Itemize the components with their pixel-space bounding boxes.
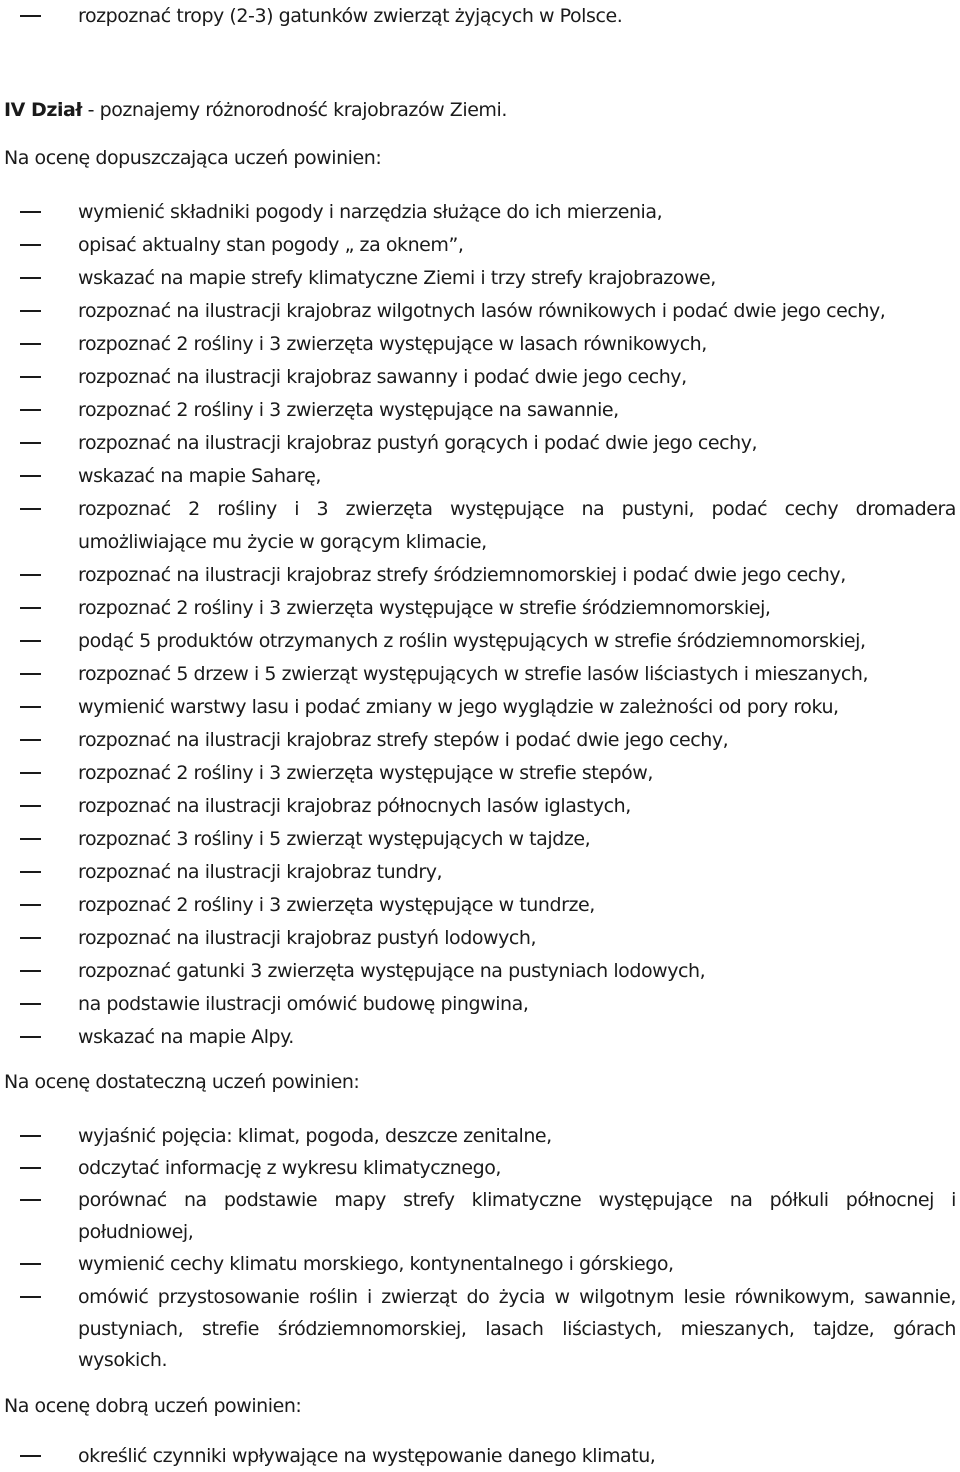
dash-bullet <box>20 1296 41 1298</box>
dash-bullet <box>20 508 41 510</box>
list-item-text: rozpoznać 2 rośliny i 3 zwierzęta występujące w tundrze, <box>78 894 595 916</box>
dash-bullet <box>20 838 41 840</box>
dash-bullet <box>20 1199 41 1201</box>
list-item-continuation <box>0 1313 960 1345</box>
dash-bullet <box>20 343 41 345</box>
list-item <box>0 361 960 393</box>
list-item-text: wysokich. <box>78 1349 168 1371</box>
dash-bullet <box>20 673 41 675</box>
dash-bullet <box>20 277 41 279</box>
list-item <box>0 988 960 1020</box>
list-item-text: rozpoznać na ilustracji krajobraz strefy stepów i podać dwie jego cechy, <box>78 729 729 751</box>
list-item <box>0 1248 960 1280</box>
list-item-continuation <box>0 526 960 558</box>
list-item <box>0 724 960 756</box>
list-item <box>0 1184 960 1216</box>
dash-bullet <box>20 607 41 609</box>
list-item-text: wyjaśnić pojęcia: klimat, pogoda, deszcze zenitalne, <box>78 1125 552 1147</box>
dash-bullet <box>20 409 41 411</box>
list-item <box>0 856 960 888</box>
list-item <box>0 757 960 789</box>
section-title: - poznajemy różnorodność krajobrazów Ziemi. <box>82 99 507 121</box>
list-item-text: wskazać na mapie Saharę, <box>78 465 321 487</box>
list-item-text: rozpoznać 3 rośliny i 5 zwierząt występujących w tajdze, <box>78 828 591 850</box>
dash-bullet <box>20 244 41 246</box>
list-item <box>0 394 960 426</box>
list-item-text: na podstawie ilustracji omówić budowę pingwina, <box>78 993 529 1015</box>
list-item-text: rozpoznać 2 rośliny i 3 zwierzęta występujące w strefie stepów, <box>78 762 653 784</box>
list-item <box>0 1152 960 1184</box>
dash-bullet <box>20 739 41 741</box>
list-item <box>0 790 960 822</box>
list-item-text: wymienić cechy klimatu morskiego, kontynentalnego i górskiego, <box>78 1253 674 1275</box>
list-item <box>0 559 960 591</box>
list-item <box>0 1440 960 1472</box>
list-item <box>0 262 960 294</box>
dash-bullet <box>20 574 41 576</box>
list-item <box>0 196 960 228</box>
list-item-text: pustyniach, strefie śródziemnomorskiej, lasach liściastych, mieszanych, tajdze, górach <box>78 1318 956 1340</box>
section-heading <box>4 96 507 124</box>
grade-heading-dobra: Na ocenę dobrą uczeń powinien: <box>4 1395 302 1417</box>
list-item <box>0 1021 960 1053</box>
list-item-text: rozpoznać na ilustracji krajobraz wilgotnych lasów równikowych i podać dwie jego cechy, <box>78 300 886 322</box>
dash-bullet <box>20 442 41 444</box>
list-item <box>0 328 960 360</box>
list-item-text: rozpoznać na ilustracji krajobraz strefy śródziemnomorskiej i podać dwie jego cechy, <box>78 564 846 586</box>
list-item-text: rozpoznać na ilustracji krajobraz sawanny i podać dwie jego cechy, <box>78 366 687 388</box>
list-item <box>0 229 960 261</box>
list-item-text: wskazać na mapie strefy klimatyczne Ziemi i trzy strefy krajobrazowe, <box>78 267 716 289</box>
list-item <box>0 1281 960 1313</box>
list-item-text: rozpoznać 2 rośliny i 3 zwierzęta występujące w lasach równikowych, <box>78 333 707 355</box>
list-item-text: wskazać na mapie Alpy. <box>78 1026 294 1048</box>
list-item-text: opisać aktualny stan pogody „ za oknem”, <box>78 234 464 256</box>
dash-bullet <box>20 937 41 939</box>
list-item-text: rozpoznać na ilustracji krajobraz tundry, <box>78 861 443 883</box>
list-item-text: rozpoznać 2 rośliny i 3 zwierzęta występujące w strefie śródziemnomorskiej, <box>78 597 771 619</box>
section-label: IV Dział <box>4 99 83 121</box>
list-item-text: rozpoznać 5 drzew i 5 zwierząt występujących w strefie lasów liściastych i mieszanych, <box>78 663 869 685</box>
dash-bullet <box>20 871 41 873</box>
list-item-text: wymienić warstwy lasu i podać zmiany w jego wyglądzie w zależności od pory roku, <box>78 696 839 718</box>
list-item <box>0 1120 960 1152</box>
list-item-text: wymienić składniki pogody i narzędzia służące do ich mierzenia, <box>78 201 663 223</box>
list-item-continuation <box>0 1216 960 1248</box>
dash-bullet <box>20 1167 41 1169</box>
list-item <box>0 295 960 327</box>
list-item-text: określić czynniki wpływające na występowanie danego klimatu, <box>78 1445 656 1467</box>
list-item-text: porównać na podstawie mapy strefy klimatyczne występujące na półkuli północnej i <box>78 1189 956 1211</box>
dash-bullet <box>20 970 41 972</box>
dash-bullet <box>20 1003 41 1005</box>
list-item <box>0 658 960 690</box>
grade-heading-dostateczna: Na ocenę dostateczną uczeń powinien: <box>4 1071 360 1093</box>
dash-bullet <box>20 706 41 708</box>
list-item-continuation <box>0 1344 960 1376</box>
list-item-text: rozpoznać 2 rośliny i 3 zwierzęta występujące na pustyni, podać cechy dromadera <box>78 498 956 520</box>
dash-bullet <box>20 640 41 642</box>
dash-bullet <box>20 475 41 477</box>
dash-bullet <box>20 1263 41 1265</box>
dash-bullet <box>20 772 41 774</box>
list-item-text: rozpoznać tropy (2-3) gatunków zwierząt żyjących w Polsce. <box>78 5 623 27</box>
list-item-text: odczytać informację z wykresu klimatycznego, <box>78 1157 501 1179</box>
list-item <box>0 0 960 32</box>
list-item <box>0 625 960 657</box>
list-item <box>0 823 960 855</box>
list-item-text: omówić przystosowanie roślin i zwierząt do życia w wilgotnym lesie równikowym, sawannie, <box>78 1286 956 1308</box>
list-item-text: rozpoznać na ilustracji krajobraz północnych lasów iglastych, <box>78 795 631 817</box>
list-item <box>0 427 960 459</box>
dash-bullet <box>20 1455 41 1457</box>
grade-heading-dopuszczajaca: Na ocenę dopuszczająca uczeń powinien: <box>4 147 382 169</box>
dash-bullet <box>20 211 41 213</box>
dash-bullet <box>20 904 41 906</box>
list-item <box>0 460 960 492</box>
list-item-text: rozpoznać 2 rośliny i 3 zwierzęta występujące na sawannie, <box>78 399 619 421</box>
dash-bullet <box>20 805 41 807</box>
list-item-text: rozpoznać na ilustracji krajobraz pustyń gorących i podać dwie jego cechy, <box>78 432 758 454</box>
list-item <box>0 592 960 624</box>
dash-bullet <box>20 310 41 312</box>
dash-bullet <box>20 15 41 17</box>
list-item-text: rozpoznać na ilustracji krajobraz pustyń lodowych, <box>78 927 537 949</box>
dash-bullet <box>20 1135 41 1137</box>
dash-bullet <box>20 376 41 378</box>
list-item <box>0 922 960 954</box>
list-item-text: podąć 5 produktów otrzymanych z roślin występujących w strefie śródziemnomorskiej, <box>78 630 866 652</box>
list-item-text: umożliwiające mu życie w gorącym klimacie, <box>78 531 487 553</box>
list-item <box>0 691 960 723</box>
list-item <box>0 955 960 987</box>
list-item-text: południowej, <box>78 1221 194 1243</box>
list-item <box>0 493 960 525</box>
list-item-text: rozpoznać gatunki 3 zwierzęta występujące na pustyniach lodowych, <box>78 960 706 982</box>
dash-bullet <box>20 1036 41 1038</box>
list-item <box>0 889 960 921</box>
